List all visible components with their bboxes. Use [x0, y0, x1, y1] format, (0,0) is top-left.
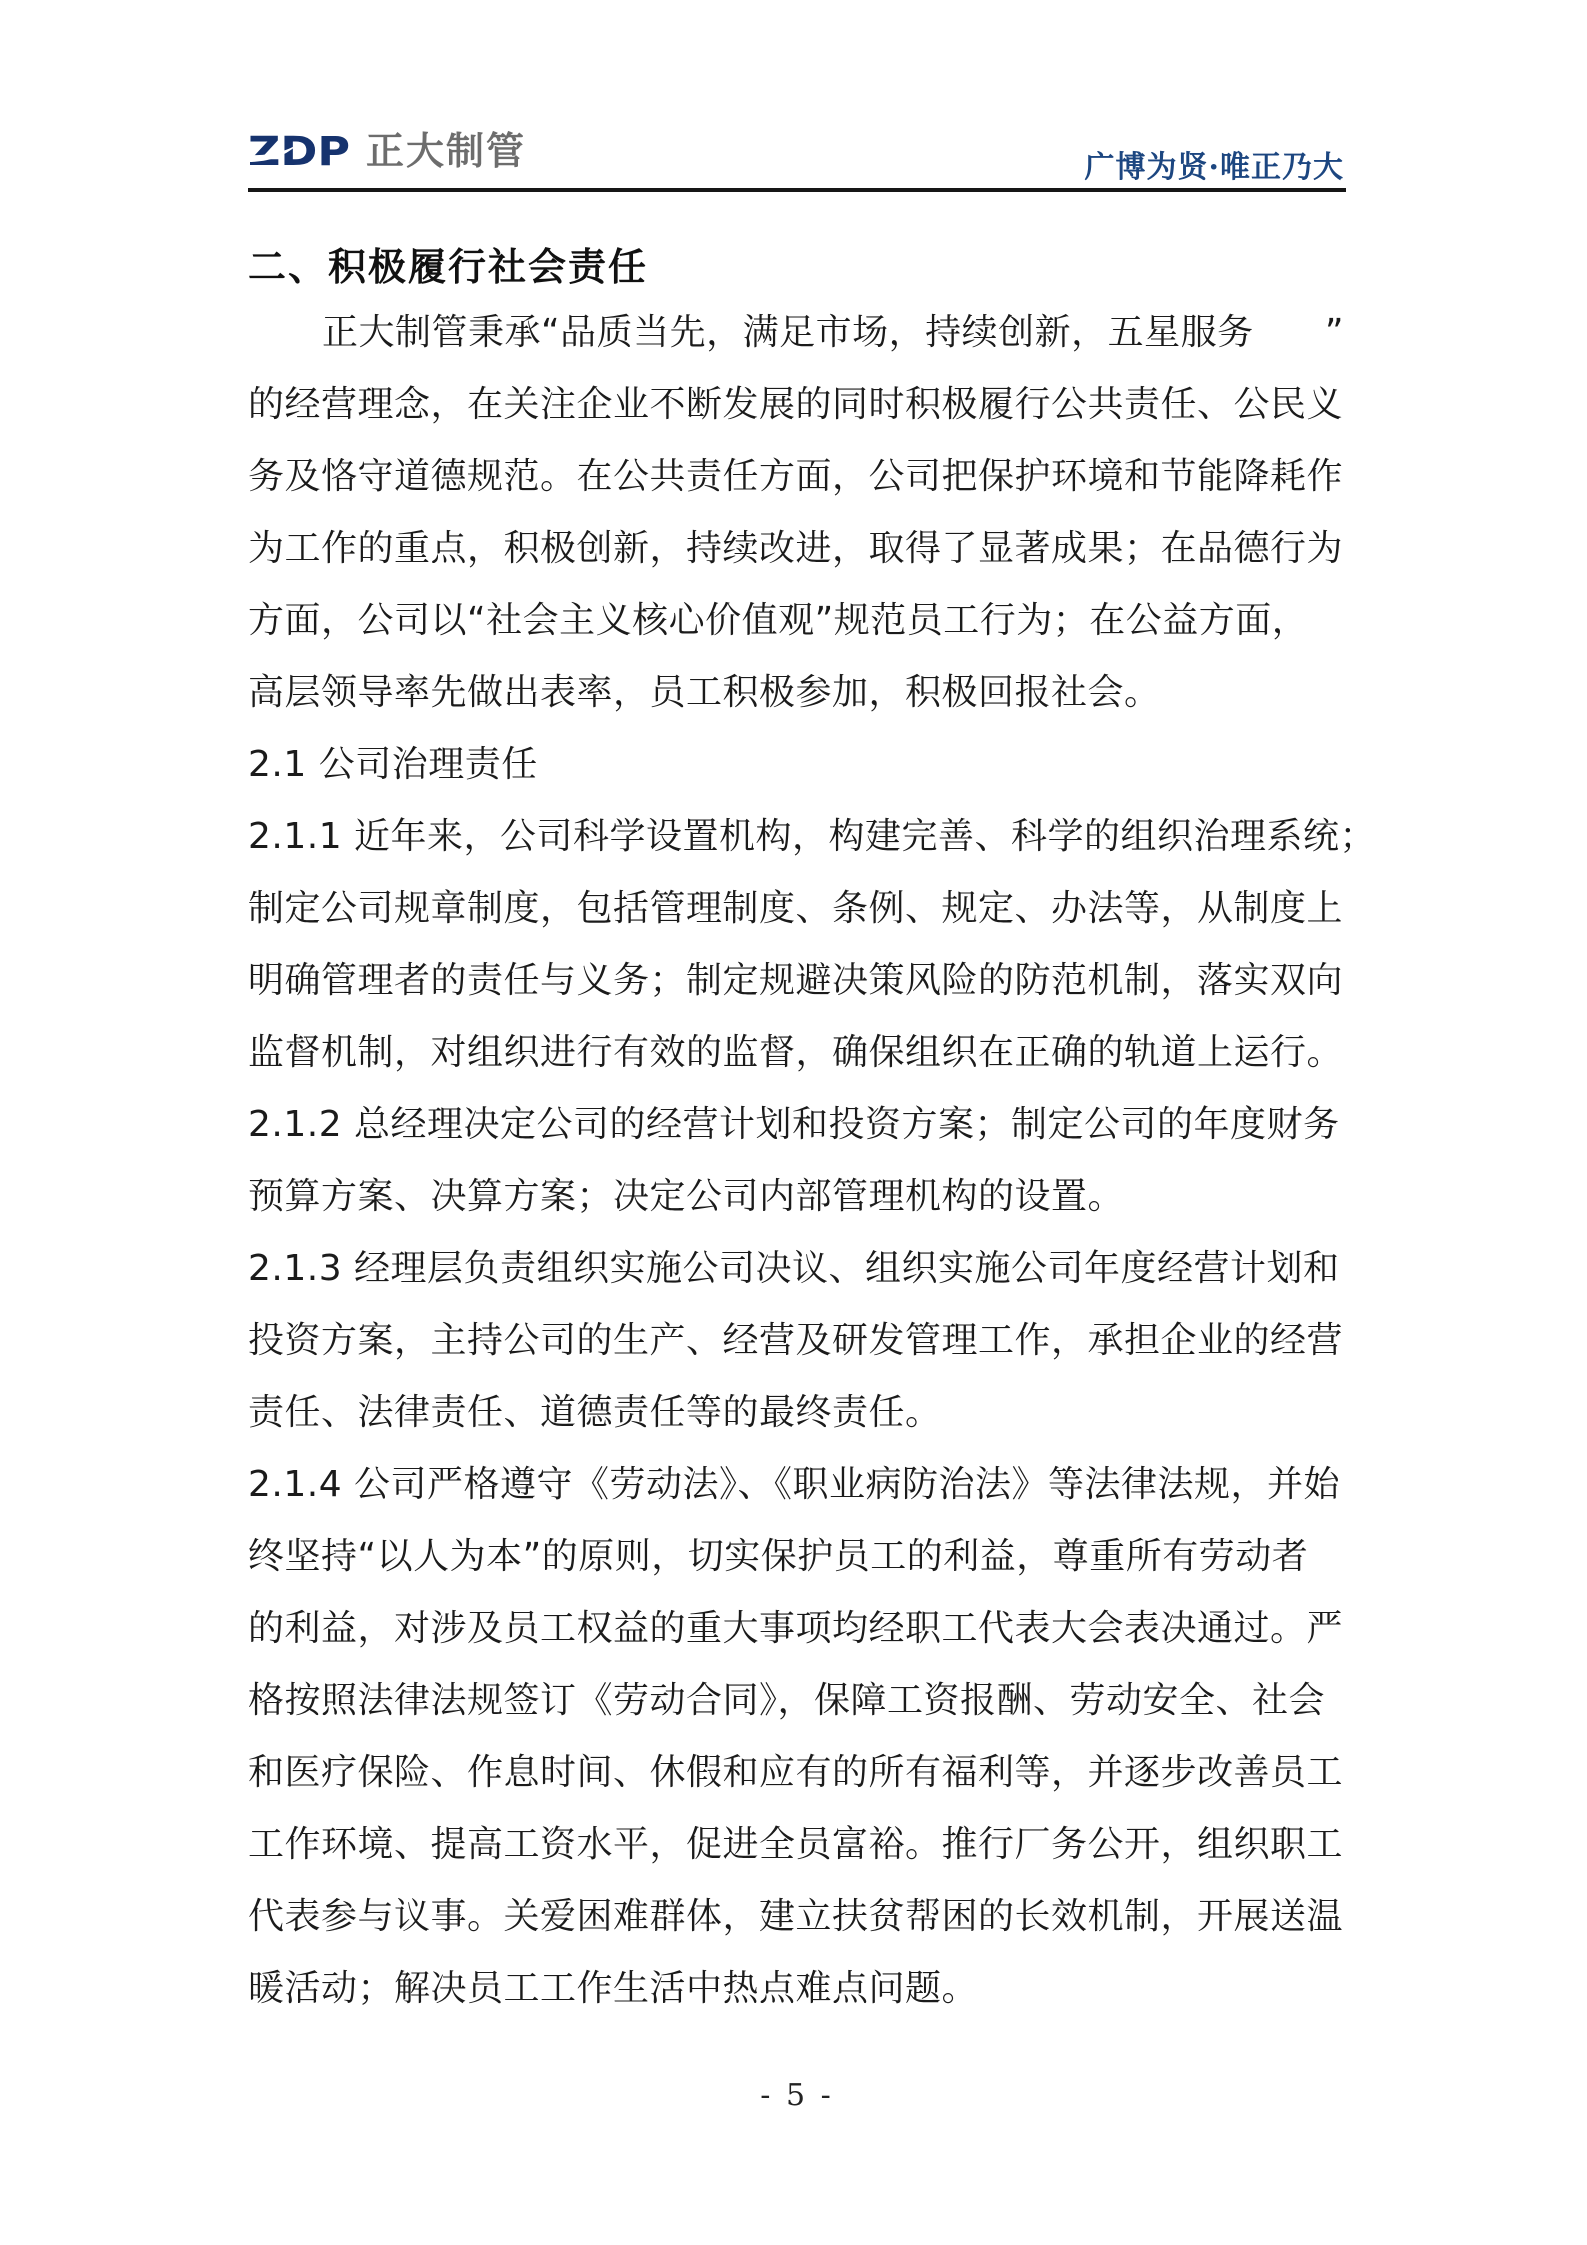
logo-company-name: 正大制管 — [366, 129, 527, 173]
body-line: 预算方案、决算方案；决定公司内部管理机构的设置。 — [248, 1176, 1125, 1217]
body-line: 为工作的重点，积极创新，持续改进，取得了显著成果；在品德行为 — [248, 528, 1344, 569]
body-line: 代表参与议事。关爱困难群体，建立扶贫帮困的长效机制，开展送温 — [248, 1896, 1344, 1937]
body-line: 投资方案，主持公司的生产、经营及研发管理工作，承担企业的经营 — [248, 1320, 1344, 1361]
body-line: 务及恪守道德规范。在公共责任方面，公司把保护环境和节能降耗作 — [248, 456, 1344, 497]
body-line: 责任、法律责任、道德责任等的最终责任。 — [248, 1392, 942, 1433]
body-line: 终坚持“以人为本”的原则，切实保护员工的利益，尊重所有劳动者 — [248, 1536, 1309, 1577]
body-line: 2.1 公司治理责任 — [248, 744, 538, 785]
zdp-logo-text: ZDP — [248, 129, 350, 172]
body-line: 格按照法律法规签订《劳动合同》，保障工资报酬、劳动安全、社会 — [248, 1680, 1326, 1721]
body-line: 的经营理念，在关注企业不断发展的同时积极履行公共责任、公民义 — [248, 384, 1344, 425]
body-line-end-quote: ” — [1324, 312, 1344, 353]
section-heading: 二、积极履行社会责任 — [248, 245, 649, 289]
body-line: 2.1.1 近年来，公司科学设置机构，构建完善、科学的组织治理系统； — [248, 816, 1377, 857]
body-line: 2.1.2 总经理决定公司的经营计划和投资方案；制定公司的年度财务 — [248, 1104, 1340, 1145]
body-line: 和医疗保险、作息时间、休假和应有的所有福利等，并逐步改善员工 — [248, 1752, 1344, 1793]
body-line: 明确管理者的责任与义务；制定规避决策风险的防范机制，落实双向 — [248, 960, 1344, 1001]
header-motto: 广博为贤·唯正乃大 — [1084, 150, 1344, 185]
zdp-logo-icon — [248, 128, 352, 172]
body-line: 方面，公司以“社会主义核心价值观”规范员工行为；在公益方面， — [248, 600, 1309, 641]
page-number: - 5 - — [760, 2078, 834, 2113]
header-divider — [248, 188, 1346, 192]
body-line: 高层领导率先做出表率，员工积极参加，积极回报社会。 — [248, 672, 1161, 713]
body-line: 监督机制，对组织进行有效的监督，确保组织在正确的轨道上运行。 — [248, 1032, 1344, 1073]
body-line: 工作环境、提高工资水平，促进全员富裕。推行厂务公开，组织职工 — [248, 1824, 1344, 1865]
body-line: 2.1.3 经理层负责组织实施公司决议、组织实施公司年度经营计划和 — [248, 1248, 1340, 1289]
body-line: 的利益，对涉及员工权益的重大事项均经职工代表大会表决通过。严 — [248, 1608, 1344, 1649]
body-line — [248, 297, 1346, 369]
body-text — [248, 297, 1377, 2025]
body-line: 制定公司规章制度，包括管理制度、条例、规定、办法等，从制度上 — [248, 888, 1344, 929]
body-line: 2.1.4 公司严格遵守《劳动法》、《职业病防治法》等法律法规，并始 — [248, 1464, 1341, 1505]
body-line-text: 正大制管秉承“品质当先，满足市场，持续创新，五星服务 — [322, 312, 1254, 353]
company-logo — [248, 128, 526, 172]
body-line: 暖活动；解决员工工作生活中热点难点问题。 — [248, 1968, 979, 2009]
